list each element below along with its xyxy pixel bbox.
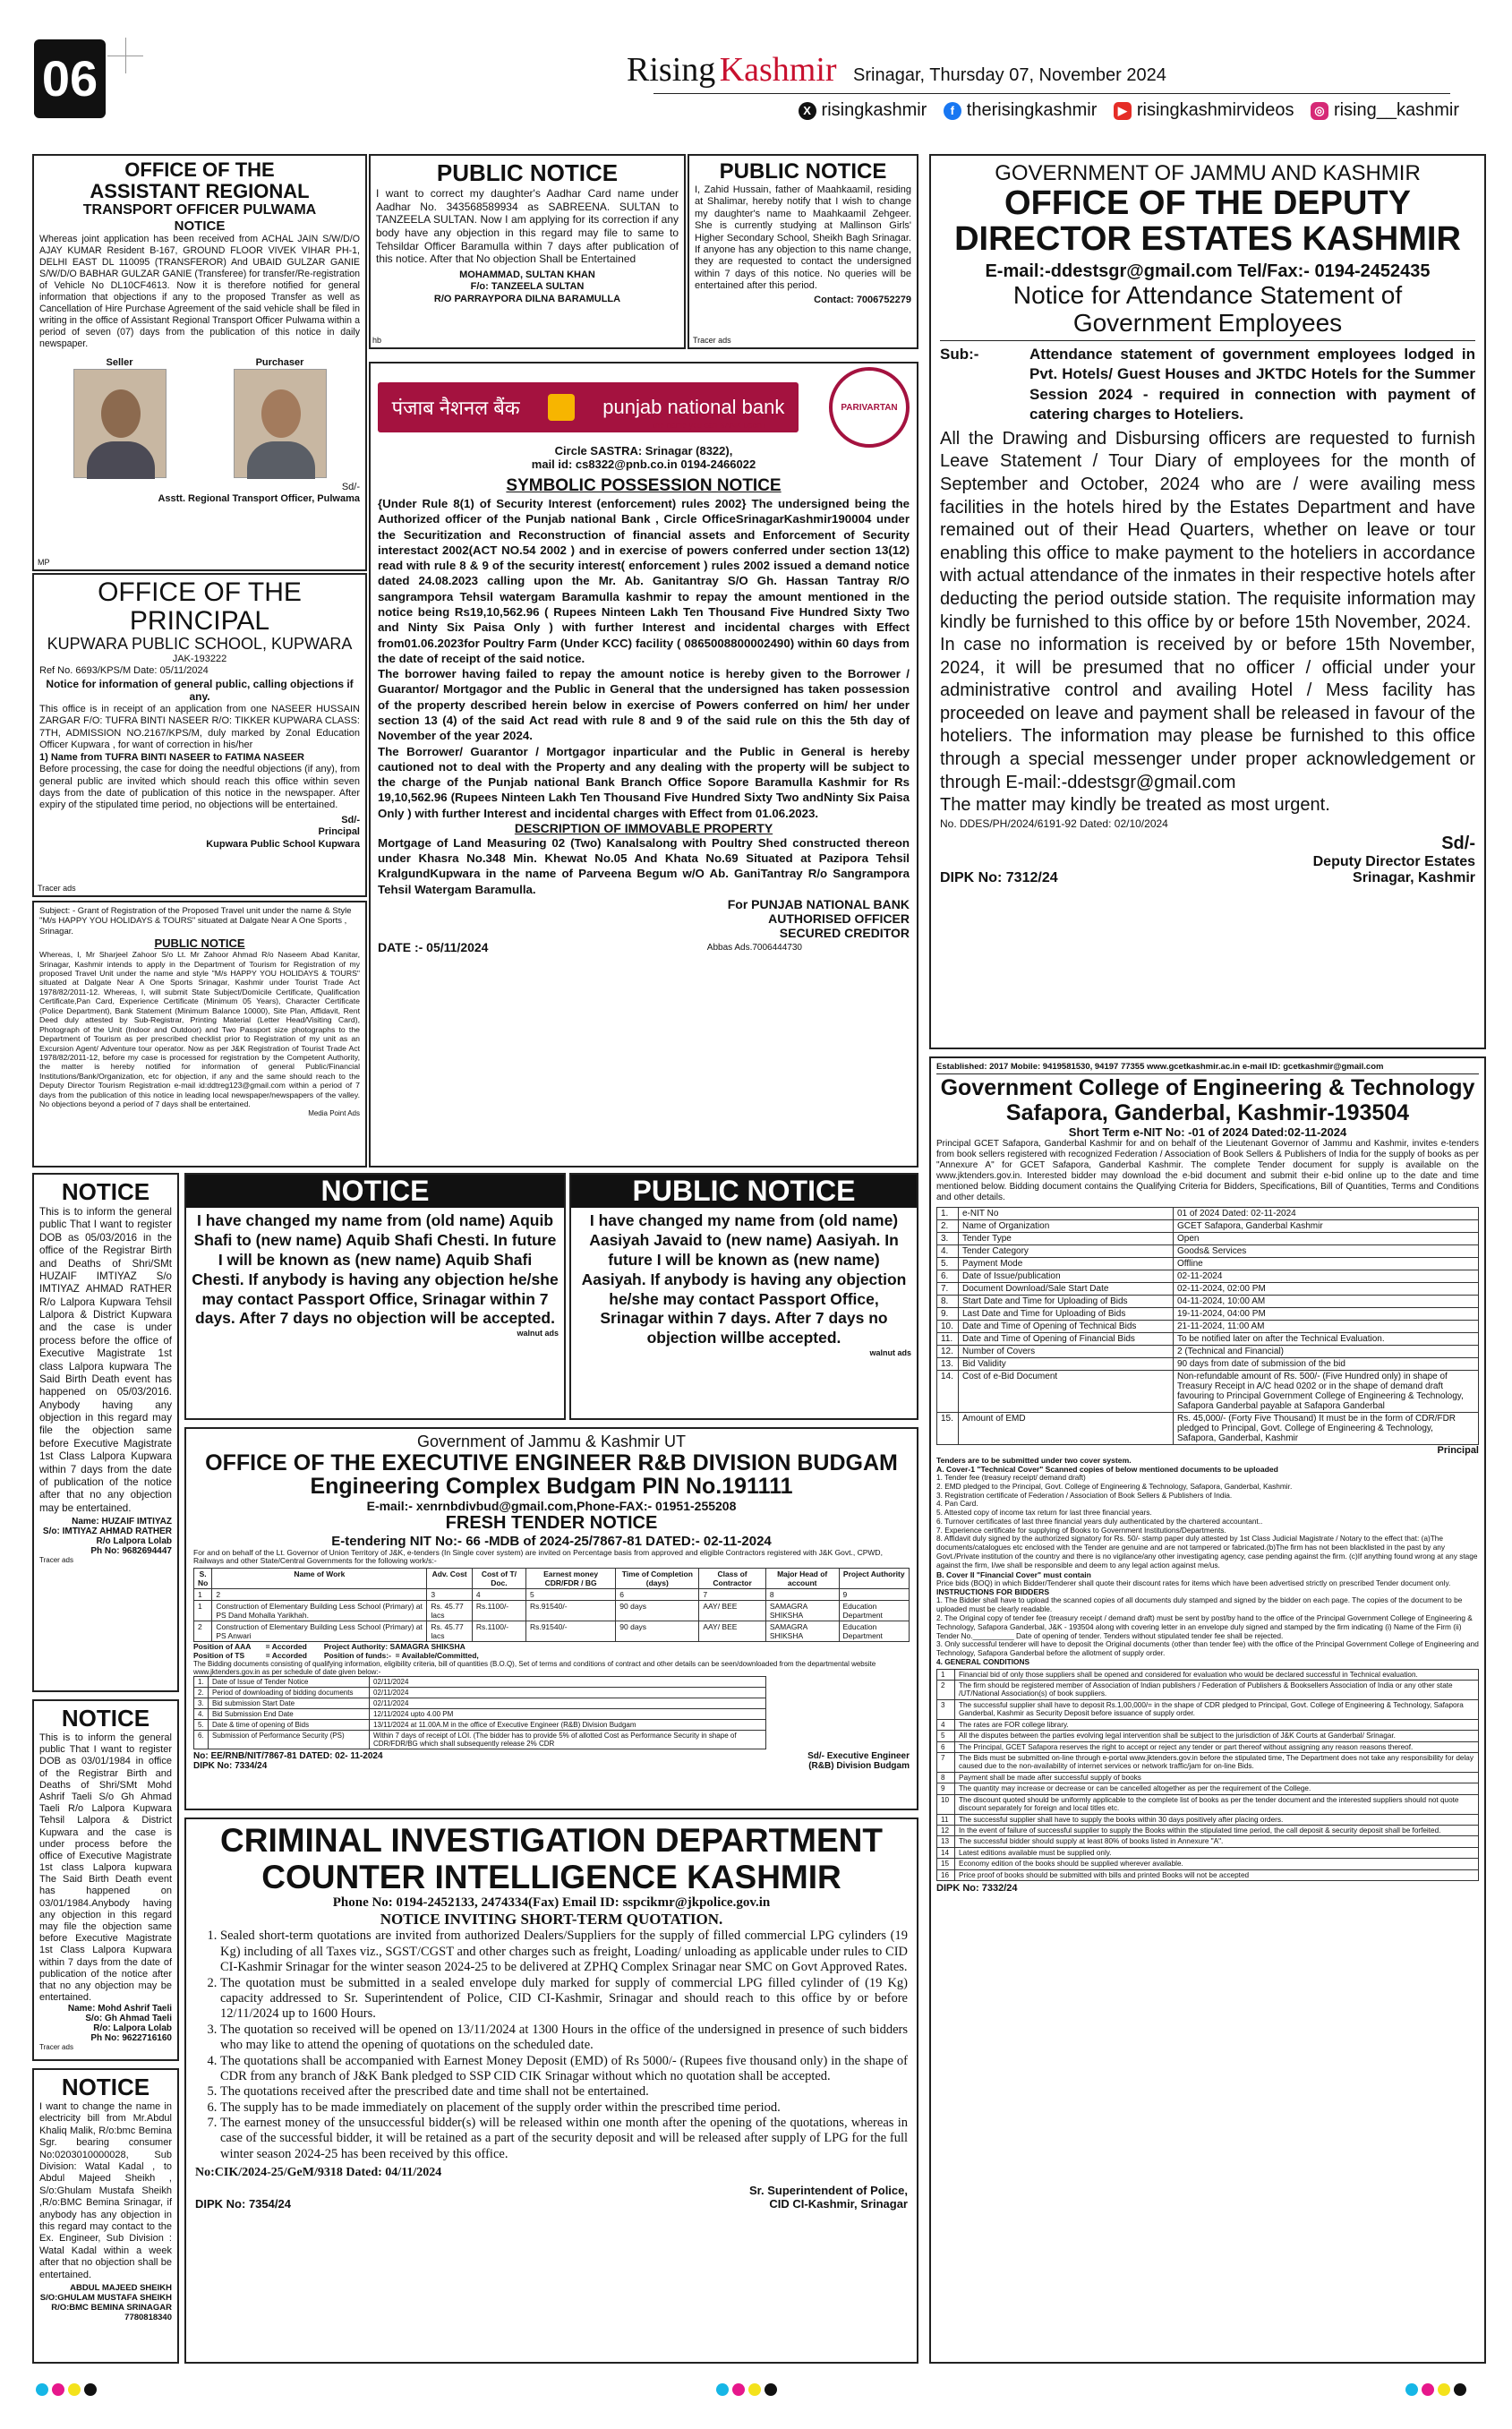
table-row: 1 Financial bid of only those suppliers shall be opened and considered for evaluation who would be declared successful in Technical evaluation. (937, 1669, 1479, 1680)
rto-notice (32, 154, 367, 571)
n1-tag: Tracer ads (39, 1556, 73, 1564)
n1-sign-3: R/o Lalpora Lolab (96, 1536, 172, 1546)
rnb-position-2: Position of TS = Accorded Position of funds:- = Available/Committed, (193, 1651, 479, 1661)
pnb-sign-3: SECURED CREDITOR (779, 926, 910, 941)
rnb-intro: For and on behalf of the Lt. Governor of Union Territory of J&K, e-tenders (In Single cover system) are invited on Percentage basis from approved and eligible Contractors registered with J&K Govt., CPWD, Railways and other State/Central Governments for the following work/s:- (193, 1547, 883, 1566)
social-x[interactable]: X risingkashmir (799, 100, 927, 121)
table-row: 14 Latest editions available must be supplied only. (937, 1847, 1479, 1858)
n1-sign-1: Name: HUZAIF IMTIYAZ (72, 1517, 172, 1527)
estates-contact: E-mail:-ddestsgr@gmail.com Tel/Fax:- 0194-2452435 (985, 261, 1431, 281)
n2-body: This is to inform the general public That I want to register DOB as 03/01/1984 in office of the Registrar Birth and Deaths of Shri/SMt Mohd Ashrif Taeli S/o Gh Ahmad Taeli R/o Lalpora Kupwara Tehsil Lalpora & District Kupwara and the case is under process before the office of Executive Magistrate 1st class Lalpora kupwara The Said Birth Death event has happened on 03/01/1984.Anybody having any objection in this regard may file the objection same before Executive Magistrate 1st Class Lalpora Kupwara within 7 days from the date of publication of the notice after that no any objection may be entertained. (39, 1732, 172, 2004)
rto-title-2: ASSISTANT REGIONAL (90, 180, 310, 203)
list-item: 4. The quotations shall be accompanied with Earnest Money Deposit (EMD) of Rs 5000/- (Rupees five thousand only) in the shape of CDR from any branch of J&K Bank pledged to SSP CID CIK Srinagar without which no quotation shall be accepted. (220, 2054, 908, 2085)
list-item: 2. The quotation must be submitted in a sealed envelope duly marked for supply of commercial LPG filled cylinder of (19 Kg) capacity addressed to Sr. Superintendent of Police, CID CI-Kashmir, Srinagar and should reach to this office by or before 12/11/2024 up to 1600 Hours. (220, 1976, 908, 2023)
table-row: 11. Date and Time of Opening of Financial Bids To be notified later on after the Technical Evaluation. (937, 1333, 1479, 1346)
n2-sign-1: Name: Mohd Ashrif Taeli (67, 2004, 172, 2014)
table-row: 5 All the disputes between the parties evolving legal intervention shall be subject to the jurisdiction of J&K Courts at Ganderbal/ Srinagar. (937, 1731, 1479, 1741)
page-number: 06 (34, 39, 106, 118)
gcet-h3: Short Term e-NIT No: -01 of 2024 Dated:02-11-2024 (1068, 1125, 1347, 1139)
n1-body: This is to inform the general public That I want to register DOB as 05/03/2016 in the office of the Registrar Birth and Deaths of Shri/SMt HUZAIF IMTIYAZ S/o IMTIYAZ AHMAD RATHER R/o Lalpora Kupwara Tehsil Lalpora & District Kupwara and the case is under process before the office of Executive Magistrate 1st class Lalpora kupwara The Said Birth Death event has happened on 05/03/2016. Anybody having any objection in this regard may file the objection same before Executive Magistrate 1st Class Lalpora Kupwara within 7 days from the date of publication of the notice after that no any objection may be entertained. (39, 1206, 172, 1514)
cid-h3: NOTICE INVITING SHORT-TERM QUOTATION. (380, 1911, 723, 1929)
estates-para-3: The matter may kindly be treated as most urgent. (940, 795, 1330, 816)
table-row: 6 The Principal, GCET Safapora reserves the right to accept or reject any tender or part thereof without assigning any reason reasons thereof. (937, 1741, 1479, 1752)
public-notice-name-change (688, 154, 918, 349)
gcet-dipk: DIPK No: 7332/24 (936, 1883, 1018, 1894)
estates-h4: Notice for Attendance Statement of (1012, 280, 1403, 309)
gcet-h2: Safapora, Ganderbal, Kashmir-193504 (1005, 1099, 1410, 1125)
pn1-body: I want to correct my daughter's Aadhar Card name under Aadhar No. 343568589934 as SABREENA. SULTAN to TANZEELA SULTAN. Now I am applying for its correction if any body have any objection in this regard may file to same to Tehsildar Officer Baramulla within 7 days after publication of this notice. After that No objection Shall be Entertained (376, 187, 679, 266)
gcet-cover-title: Tenders are to be submitted under two cover system. (936, 1456, 1132, 1465)
cid-h2: COUNTER INTELLIGENCE KASHMIR (261, 1858, 841, 1895)
social-instagram[interactable]: ◎ rising__kashmir (1311, 100, 1459, 121)
list-item: 5. The quotations received after the prescribed date and time shall not be entertained. (220, 2084, 908, 2100)
pnb-tagline: ...the name you can BANK upon ! (646, 421, 766, 430)
pnb-mail: mail id: cs8322@pnb.co.in 0194-2466022 (531, 458, 756, 471)
pn2-contact: Contact: 7006752279 (814, 294, 911, 305)
rto-title-3: TRANSPORT OFFICER PULWAMA (82, 202, 317, 218)
list-item: 4. GENERAL CONDITIONS (936, 1656, 1030, 1666)
rnb-colnum-row: 1 2 3 4 5 6 7 8 9 (194, 1589, 910, 1601)
estates-ref: No. DDES/PH/2024/6191-92 Dated: 02/10/2024 (940, 817, 1168, 830)
table-row: 16 Price proof of books should be submitted with bills and printed Books will not be accepted (937, 1869, 1479, 1880)
gcet-tender-notice (929, 1056, 1486, 2364)
rnb-tender-notice (184, 1427, 918, 1810)
cid-ref: No:CIK/2024-25/GeM/9318 Dated: 04/11/2024 (195, 2166, 442, 2180)
n3-body: I want to change the name in electricity bill from Mr.Abdul Khaliq Malik, R/o:bmc Bemina Sgr. bearing consumer No:0203010000028, Sub Division: Watal Kadal , to Abdul Majeed Sheikh , S/o:Ghulam Mustafa Sheikh ,R/o:BMC Bemina Srinagar, if anybody has any objection in this regard may contact to the Ex. Engineer, Sub Division : Watal Kadal within a week after that no objection shall be entertained. (39, 2101, 172, 2280)
cid-phone: Phone No: 0194-2452133, 2474334(Fax) Email ID: sspcikmr@jkpolice.gov.in (332, 1895, 771, 1911)
table-row: 3. Tender Type Open (937, 1233, 1479, 1245)
rto-body: Whereas joint application has been received from ACHAL JAIN S/W/D/O AJAY KUMAR Resident B-167, GROUND FLOOR VIVEK VIHAR PH-1, DELHI EAST DL 110095 (TRANSFEROR) And UBAID GULZAR GANIE S/W/D/O BABHAR GULZAR GANIE (Transferee) for transfer/Re-registration of Vehicle No DL10CF4613. Now it is therefore notified for general information that objections if any to the proposed Transfer as well as Cancellation of Hire Purchase Agreement of the said vehicle shall be filed in writing in the office of Assistant Regional Transport Officer Pulwama within a period of seven (07) days from the publication of this notice in daily newspaper. (39, 234, 360, 349)
pnb-notice (369, 362, 918, 1167)
cid-terms-list (195, 1929, 908, 2162)
rto-sd: Sd/- (341, 482, 360, 492)
gcet-cover-b: B. Cover II "Financial Cover" must contain (936, 1569, 1091, 1579)
pnb-para-3: The Borrower/ Guarantor / Mortgagor inparticular and the Public in General is hereby cautioned not to deal with the Property and any dealing with the property will be subject to the charge of the Punjab national Bank Branch Office Sopore Baramulla Kashmir for Rs 19,10,562.96 (Rupees Ninteen Lakh Ten Thousand Five Hundred Sixty Two andNinty Six Paisa Only ) with further Interest and incidental charges with Effect from 01.06.2023. (378, 744, 910, 820)
reg-mark (84, 2383, 97, 2396)
tour-subject: Subject: - Grant of Registration of the Proposed Travel unit under the name & Style "M/s HAPPY YOU HOLIDAYS & TOURS" situated at Dalgate Near A One Sports , Srinagar. (39, 906, 352, 937)
reg-mark (716, 2383, 729, 2396)
pnb-name-hindi: पंजाब नैशनल बैंक (391, 397, 520, 419)
public-notice-aadhar (369, 154, 686, 349)
gcet-cover-a-list (936, 1474, 1479, 1570)
gcet-top-line: Established: 2017 Mobile: 9419581530, 94197 77355 www.gcetkashmir.ac.in e-mail ID: gcetkashmir@gmail.com (936, 1062, 1384, 1072)
gcet-conditions-table (936, 1669, 1479, 1881)
estates-h2: OFFICE OF THE DEPUTY (1004, 184, 1411, 222)
principal-notice (32, 573, 367, 897)
list-item: 1. The Bidder shall have to upload the scanned copies of all documents duly stamped and signed by the bidder on each page. The copies of the document to be uploaded must be clearly readable. (936, 1595, 1463, 1614)
youtube-icon: ▶ (1114, 102, 1132, 120)
n2-sign-2: S/o: Gh Ahmad Taeli (85, 2014, 172, 2024)
rnb-header-row: S. No Name of Work Adv. Cost Cost of T/ Doc. Earnest money CDR/FDR / BG Time of Completion (days) Class of Contractor Major Head of account Project Authority (194, 1569, 910, 1589)
table-row: 12. Number of Covers 2 (Technical and Financial) (937, 1346, 1479, 1358)
cid-sign-1: Sr. Superintendent of Police, (749, 2184, 908, 2198)
nc2-title: PUBLIC NOTICE (571, 1175, 917, 1208)
pnb-name-english: punjab national bank (602, 396, 785, 418)
table-row: 9 The quantity may increase or decrease or can be cancelled altogether as per the requirement of the College. (937, 1783, 1479, 1794)
table-row: 2 The firm should be registered member of Association of Indian publishers / Federation of Publishers & Booksellers Association of India or any other state /UT/National Association(s) of book suppliers. (937, 1681, 1479, 1700)
table-row: 10. Date and Time of Opening of Technical Bids 21-11-2024, 11:00 AM (937, 1321, 1479, 1333)
pn2-tag: Tracer ads (693, 336, 731, 346)
purchaser-photo (234, 369, 327, 478)
reg-mark (36, 2383, 48, 2396)
rnb-h3: Engineering Complex Budgam PIN No.191111 (310, 1474, 793, 1500)
table-row: 4. Tender Category Goods& Services (937, 1245, 1479, 1258)
rnb-dipk: DIPK No: 7334/24 (193, 1761, 268, 1772)
tour-body: Whereas, I, Mr Sharjeel Zahoor S/o Lt. Mr Zahoor Ahmad R/o Naseem Abad Kanitar, Srinagar, Kashmir intends to apply in the Department of Tourism for Registration of my proposed Travel Unit under the name and style "M/s HAPPY YOU HOLIDAYS & TOURS" situated at Dalgate Near A One Sports Srinagar, Kashmir under Tourist Trade Act 1978/82/2011-12. Whereas, I, will submit State Subject/Domicile Certificate, Qualification Certificate,Pan Card, Experience Certificate (Minimum 05 Years), Character Certificate (Police Department), Bank Statement (Minimum Balance 10000), Site Plan, Affidavit, Rent Deed duly attested by Sub-Registrar, Printing Material (Letter Head/Visiting Card), Photograph of the Unit (Indoor and Outdoor) and Two Passport size photographs to the Department of Tourism as per prescribed checklist prior to Registration of my unit as an Excursion Agent/ Adventure tour operator. Now as per J&K Registration of Tourist Trade Act 1978/82/2011-12, before my case is processed for registration by the Competent Authority, the matter is hereby notified for information of general Public/Financial Institutions/Bank/Organization, etc for objection, if any and the same should reach to the Deputy Director Tourism Registration e-mail id:ddtreg123@gmail.com within a period of 7 days from the publication of this notice in leading local newspaper/newspapers of the valley. No objections beyond a period of 7 days shall be entertained. (39, 950, 360, 1109)
nc2-body: I have changed my name from (old name) Aasiyah Javaid to (new name) Aasiyah. In future I will be known as (new name) Aasiyah. If anybody is having any objection he/she may contact Passport Office, Srinagar within 7 days. After 7 days no objection willbe accepted. (581, 1211, 907, 1347)
n1-sign-4: Ph No: 9682694447 (90, 1546, 172, 1556)
principal-sd: Sd/- (341, 814, 360, 825)
table-row: 13. Bid Validity 90 days from date of submission of the bid (937, 1358, 1479, 1371)
estates-subject: Attendance statement of government employees lodged in Pvt. Hotels/ Guest Houses and JKTDC Hotels for the Summer Session 2024 - required in connection with payment of catering charges to Hoteliers. (1029, 346, 1475, 423)
table-row: 11 The successful supplier shall have to supply the books within 30 days positively after placing orders. (937, 1814, 1479, 1825)
gcet-principal: Principal (1437, 1445, 1479, 1456)
table-row: 10 The discount quoted should be uniformly applicable to the complete list of books as per the tender document and the interested suppliers should not quote discount separately for foreign and local titles etc. (937, 1794, 1479, 1814)
estates-para-1: All the Drawing and Disbursing officers are requested to furnish Leave Statement / Tour Diary of employees for the month of September and October, 2024 who are / were availing mess facilities in the hotels hired by the Estates Department and have remained out of their Head Quarters, whether on leave or tour enabling this office to make payment to the hoteliers in accordance with actual attendance of the inmates in their respective hotels after deducting the period outside station. The requisite information may kindly be furnished to this office by or before 15th November, 2024. (940, 428, 1475, 632)
cid-notice (184, 1817, 918, 2364)
cid-sign-2: CID CI-Kashmir, Srinagar (769, 2197, 908, 2211)
pn1-sign-1: MOHAMMAD, SULTAN KHAN (459, 269, 595, 280)
brand-rising: Rising (627, 51, 716, 89)
rnb-h2: OFFICE OF THE EXECUTIVE ENGINEER R&B DIVISION BUDGAM (205, 1450, 898, 1475)
pnb-sign-1: For PUNJAB NATIONAL BANK (727, 897, 910, 912)
rto-title-4: NOTICE (174, 218, 226, 235)
principal-tag: Tracer ads (38, 884, 76, 894)
name-change-aasiyah (569, 1173, 918, 1420)
pnb-para-1: {Under Rule 8(1) of Security Interest (enforcement) rules 2002} The undersigned being the Authorized officer of the Punjab national Bank , Circle OfficeSrinagarKashmir190004 under the Securitization and Reconstruction of financial assets and Enforcement of Security interestact 2002(ACT NO.54 2002 ) and in exercise of powers conferred under section 13(12) read with rule 8 & 9 of the security interest( enforcement ) rules 2002 issued a demand notice dated 24.08.2023 calling upon the Mr. Ab. Ganitantray S/O Gh. Hassan Tantray R/O sangrampora Tehsil watergam Baramulla kashmir to repay the amount mentioned in the notice being Rs19,10,562.96 ( Rupees Ninteen Lakh Ten Thousand Five Hundred Sixty Two and Ninty Six Paisa Only ) with further Interest and incidental charges with Effect from01.06.2023for Poultry Farm (Under KCC) facility ( 0865008800002490) within 60 days from the date of receipt of the said notice. (378, 497, 910, 665)
rnb-sign-2: (R&B) Division Budgam (808, 1761, 910, 1772)
nc1-tag: walnut ads (517, 1329, 559, 1339)
estates-h1: GOVERNMENT OF JAMMU AND KASHMIR (995, 161, 1421, 185)
estates-sign-2: Srinagar, Kashmir (1353, 869, 1475, 885)
principal-sign-1: Principal (318, 826, 360, 838)
gcet-instructions-title: INSTRUCTIONS FOR BIDDERS (936, 1587, 1050, 1597)
cid-dipk: DIPK No: 7354/24 (195, 2197, 291, 2211)
estates-sub-label: Sub:- (940, 346, 979, 363)
reg-mark (1454, 2383, 1466, 2396)
list-item: 1. Sealed short-term quotations are invited from authorized Dealers/Suppliers for the supply of filled commercial LPG cylinders (19 Kg) including of all Taxes viz., SGST/CGST and other charges such as freight, Loading/ unloading as applicable under rules to CID CI-Kashmir Srinagar for the winter season 2024-25 to be delivered at ZPHQ Complex Srinagar near SMC on Govt Approved Rates. (220, 1929, 908, 1975)
pn1-sign-2: F/o: TANZEELA SULTAN (470, 281, 585, 293)
estates-para-2: In case no information is received by or before 15th November, 2024, it will be presumed that no officer / official under your administrative control and availing Hotel / Mess facility has proceeded on leave and payment shall be released in favour of the hoteliers. The information may please be furnished to this office through a special messenger under proper acknowledgement or through E-mail:-ddestsgr@gmail.com (940, 635, 1475, 792)
principal-ref: Ref No. 6693/KPS/M Date: 05/11/2024 (39, 665, 209, 677)
pnb-logo-icon (548, 394, 575, 421)
pn2-title: PUBLIC NOTICE (719, 159, 887, 184)
estates-notice (929, 154, 1486, 1049)
pnb-para-2: The borrower having failed to repay the amount notice is hereby given to the Borrower / Guarantor/ Mortgagor and the Public in General that the undersigned has taken possession of the property described herein below in exercise of Powers conferred on him/ her under section 13 (4) of the said Act read with rule 8 and 9 of the said rule on this the 5th day of November of the year 2024. (378, 667, 910, 743)
estates-dipk: DIPK No: 7312/24 (940, 869, 1058, 885)
pn1-title: PUBLIC NOTICE (436, 159, 619, 186)
instagram-icon: ◎ (1311, 102, 1328, 120)
social-facebook[interactable]: f therisingkashmir (944, 100, 1098, 121)
facebook-icon: f (944, 102, 961, 120)
list-item: 3. Only successful tenderer will have to deposit the Original documents (other than tender fee) with the office of the Principal Government College of Engineering and Technology, Safapora Ganderbal before the allotment of supply order. (936, 1639, 1479, 1658)
estates-h3: DIRECTOR ESTATES KASHMIR (954, 219, 1461, 258)
estates-h5: Government Employees (1072, 308, 1343, 337)
rnb-dates-table (193, 1676, 766, 1749)
principal-body-3: Before processing, the case for doing the needful objections (if any), from general public are invited which should reach this office within seven days from the date of publication of this notice in the newspaper. After expiry of the stipulated time period, no objections will be entertained. (39, 764, 360, 811)
rnb-sign-1: Sd/- Executive Engineer (807, 1751, 910, 1762)
table-row: 2. Period of downloading of bidding documents 02/11/2024 (194, 1688, 766, 1698)
table-row: 6. Date of Issue/publication 02-11-2024 (937, 1270, 1479, 1283)
table-row: 2. Name of Organization GCET Safapora, Ganderbal Kashmir (937, 1220, 1479, 1233)
list-item: 1. Tender fee (treasury receipt/ demand draft) (936, 1473, 1086, 1482)
rnb-email: E-mail:- xenrnbdivbud@gmail.com,Phone-FAX:- 01951-255208 (366, 1498, 737, 1513)
reg-mark (1405, 2383, 1418, 2396)
name-change-aquib (184, 1173, 566, 1420)
reg-mark (732, 2383, 745, 2396)
list-item: 8. Affidavit duly signed by the authorized signatory for Rs. 50/- stamp paper duly attested by 1st Class Judicial Magistrate / Notary to the effect that: (a)The documents/catalogues etc enclosed with the Tender are genuine and are not tampered or fabricated.(b)The firm has not been blacklisted in the past by any Govt./Private institution of the country and there is no vigilance/any other investigating agency, case pending against the firm. (c)If anything found wrong at any stage against the firm, I/we shall be responsible and deem to any legal action against me/us. (936, 1534, 1478, 1569)
parivartan-seal: PARIVARTAN (829, 367, 910, 448)
pnb-circle: Circle SASTRA: Srinagar (8322), (554, 444, 733, 458)
gcet-cover-b-text: Price bids (BOQ) in which Bidder/Tenderer shall quote their discount rates for items which have been advertised strictly on prescribed Tender document only. (936, 1578, 1451, 1587)
table-row: 1. Date of Issue of Tender Notice 02/11/2024 (194, 1677, 766, 1688)
table-row: 8 Payment shall be made after successful supply of books (937, 1772, 1479, 1783)
principal-h1: OFFICE OF THE PRINCIPAL (98, 577, 302, 636)
table-row: 12 In the event of failure of successful supplier to supply the Books within the stipulated time period, the call deposit & security deposit shall be forfeited. (937, 1825, 1479, 1835)
reg-mark (68, 2383, 81, 2396)
principal-h3: JAK-193222 (172, 654, 227, 664)
reg-mark (52, 2383, 64, 2396)
gcet-intro: Principal GCET Safapora, Ganderbal Kashmir for and on behalf of the Lieutenant Governor of Jammu and Kashmir, invites e-tenders from book sellers registered with recognized Federation / Association of Book Sellers & Publishers of India for the supply of books as per "Annexure A" for GCET Safapora, Ganderbal Kashmir. The complete Tender document for supply is available on the www.jktenders.gov.in. Interested bidder may download the e-bid document and submit their e-bid online up to the date and time mentioned below. Bidding document contains the Qualifying Criteria for Bidders, Specifications, Bill of Quantities, Terms and Conditions and other details. (936, 1139, 1479, 1202)
table-row: 9. Last Date and Time for Uploading of Bids 19-11-2024, 04:00 PM (937, 1308, 1479, 1321)
rnb-position-1: Position of AAA = Accorded Project Authority: SAMAGRA SHIKSHA (193, 1642, 466, 1652)
list-item: 7. Experience certificate for supplying of Books to Government Institutions/Departments. (936, 1525, 1226, 1535)
nc2-tag: walnut ads (869, 1348, 911, 1358)
pnb-tag: Abbas Ads.7006444730 (706, 942, 802, 953)
pnb-sign-2: AUTHORISED OFFICER (768, 911, 910, 927)
pnb-date: DATE :- 05/11/2024 (378, 940, 489, 955)
principal-h2: KUPWARA PUBLIC SCHOOL, KUPWARA (47, 635, 353, 653)
estates-sd: Sd/- (1441, 833, 1475, 853)
n1-sign-2: S/o: IMTIYAZ AHMAD RATHER (42, 1527, 172, 1536)
table-row: 7. Document Download/Sale Start Date 02-11-2024, 02:00 PM (937, 1283, 1479, 1296)
n3-sign-4: 7780818340 (124, 2313, 172, 2323)
pnb-desc-title: DESCRIPTION OF IMMOVABLE PROPERTY (514, 820, 773, 835)
n2-sign-4: Ph No: 9622716160 (90, 2033, 172, 2044)
list-item: 2. The Original copy of tender fee (treasury receipt / demand draft) must be sent by post/by hand to the office of the Principal Government College of Engineering & Technology, Safapora Ganderbal, J&K - 193504 along with covering letter in an envelope duly signed and stamped by the firm indicating (i) Name of the Firm (ii) Tender No.__________ Date of opening of tender. Tenders without stipulated tender fee shall be rejected. (936, 1612, 1473, 1640)
nc1-body: I have changed my name from (old name) Aquib Shafi to (new name) Aquib Shafi Chesti. In future I will be known as (new name) Aquib Shafi Chesti. If anybody is having any objection he/she may contact Passport Office, Srinagar within 7 days. After 7 days no objection will be accepted. (192, 1211, 559, 1328)
list-item: 6. The supply has to be made immediately on placement of the supply order within the prescribed time period. (220, 2100, 908, 2116)
table-row: 2 Construction of Elementary Building Less School (Primary) at PS Anwari Rs. 45.77 lacs Rs.1100/- Rs.91540/- 90 days AAY/ BEE SAMAGRA SHIKSHA Education Department (194, 1621, 910, 1642)
estates-sign-1: Deputy Director Estates (1312, 853, 1475, 869)
seller-label: Seller (106, 356, 133, 368)
dob-notice-huzaif (32, 1173, 179, 1692)
n3-sign-1: ABDUL MAJEED SHEIKH (70, 2283, 172, 2294)
dob-notice-ashrif (32, 1699, 179, 2061)
list-item: 2. EMD pledged to the Principal, Govt. College of Engineering & Technology, Safapora, Ganderbal, Kashmir. (936, 1481, 1293, 1491)
masthead-rule (653, 93, 1450, 94)
electricity-notice (32, 2068, 179, 2364)
n3-sign-2: S/O:GHULAM MUSTAFA SHEIKH (39, 2293, 172, 2304)
table-row: 8. Start Date and Time for Uploading of Bids 04-11-2024, 10:00 AM (937, 1296, 1479, 1308)
social-youtube[interactable]: ▶ risingkashmirvideos (1114, 100, 1294, 121)
rnb-bid-text: The Bidding documents consisting of qualifying information, eligibility criteria, bill of quantities (B.O.Q), Set of terms and conditions of contract and other details can be seen/downloaded from the departmental website www.jktenders.gov.in as per schedule of date given below:- (193, 1660, 876, 1677)
rnb-h1: Government of Jammu & Kashmir UT (416, 1433, 687, 1450)
pn1-sign-3: R/O PARRAYPORA DILNA BARAMULLA (433, 293, 621, 304)
table-row: 4. Bid Submission End Date 12/11/2024 upto 4.00 PM (194, 1709, 766, 1720)
table-row: 5. Payment Mode Offline (937, 1258, 1479, 1270)
table-row: 4 The rates are FOR college library. (937, 1719, 1479, 1730)
pn2-body: I, Zahid Hussain, father of Maahkaamil, residing at Shalimar, hereby notify that I wish to change my daughter's name to Maahkaamil Zehgeer. She is currently studying at Mallinson Girls' Higher Secondary School, Sheikh Bagh Srinagar. If anyone has any objection to this name change, they are requested to contact the undersigned within 7 days of this notice. No queries will be entertained after this period. (695, 184, 911, 292)
n2-title: NOTICE (61, 1705, 150, 1732)
purchaser-label: Purchaser (255, 356, 304, 368)
list-item: 6. Turnover certificates of last three financial years duly authenticated by the chartered accountant.. (936, 1516, 1263, 1526)
gcet-instructions-list (936, 1596, 1479, 1666)
masthead (627, 50, 1450, 91)
rnb-h4: FRESH TENDER NOTICE (445, 1512, 658, 1533)
rto-signatory: Asstt. Regional Transport Officer, Pulwama (158, 493, 360, 505)
reg-mark (765, 2383, 777, 2396)
principal-body-2: 1) Name from TUFRA BINTI NASEER to FATIMA NASEER (39, 751, 304, 763)
list-item: 7. The earnest money of the unsuccessful bidder(s) will be released within one month after the opening of the quotations, whereas in case of the successful bidder, it will be retained as a part of the security deposit and will be released after supply of LPG for the full winter season 2024-25 has been received by this office. (220, 2116, 908, 2162)
crop-mark (107, 38, 143, 73)
table-row: 5. Date & time of opening of Bids 13/11/2024 at 11.00A.M in the office of Executive Engineer (R&B) Division Budgam (194, 1720, 766, 1731)
rnb-works-table (193, 1568, 910, 1642)
tour-tag: Media Point Ads (308, 1108, 360, 1117)
x-icon: X (799, 102, 816, 120)
brand-kashmir: Kashmir (719, 51, 837, 89)
seller-photo (73, 369, 167, 478)
principal-sign-2: Kupwara Public School Kupwara (206, 838, 360, 850)
principal-body: This office is in receipt of an application from one NASEER HUSSAIN ZARGAR F/O: TUFRA BINTI NASEER R/O: TIKKER KUPWARA CLASS: 7TH, ADMISSION NO.2167/KPS/M, duly marked by Zonal Education Officer Kupwara , for want of correction in his/her (39, 704, 360, 751)
tour-title: PUBLIC NOTICE (154, 937, 245, 951)
rnb-ref: No: EE/RNB/NIT/7867-81 DATED: 02- 11-2024 (193, 1751, 383, 1762)
reg-mark (1438, 2383, 1450, 2396)
table-row: 1 Construction of Elementary Building Less School (Primary) at PS Dand Mohalla Yarikhah. Rs. 45.77 lacs Rs.1100/- Rs.91540/- 90 days AAY/ BEE SAMAGRA SHIKSHA Education Department (194, 1601, 910, 1621)
gcet-schedule-table (936, 1207, 1479, 1445)
pnb-title: SYMBOLIC POSSESSION NOTICE (506, 476, 782, 495)
list-item: 5. Attested copy of income tax return for last three financial years. (936, 1508, 1152, 1518)
n2-sign-3: R/o: Lalpora Lolab (93, 2023, 172, 2034)
dateline: Srinagar, Thursday 07, November 2024 (853, 65, 1166, 85)
n3-sign-3: R/O:BMC BEMINA SRINAGAR (51, 2303, 172, 2314)
social-bar (519, 100, 1459, 127)
nc1-title: NOTICE (186, 1175, 564, 1208)
pnb-desc: Mortgage of Land Measuring 02 (Two) Kanalsalong with Poultry Shed constructed thereon under Khasra No.348 Min. Khewat No.05 And Khata No.69 Situated at Pazipora Tehsil KralgundKupwara in the name of Parveena Begum w/O Ab. GaniTantray R/o Sangrampora Tehsil Watergam Baramulla. (378, 835, 910, 896)
table-row: 6. Submission of Performance Security (PS) Within 7 days of receipt of LOI. (The bidder has to provide 5% of allotted Cost as Performance Security in shape of CDR/FDR/BG which shall subsequently release 2% CDR (194, 1731, 766, 1749)
cid-h1: CRIMINAL INVESTIGATION DEPARTMENT (220, 1822, 883, 1859)
principal-h4: Notice for information of general public, calling objections if any. (46, 677, 354, 704)
table-row: 13 The successful bidder should supply at least 80% of books listed in Annexure "A". (937, 1836, 1479, 1847)
gcet-h1: Government College of Engineering & Technology (940, 1075, 1475, 1100)
table-row: 7 The Bids must be submitted on-line through e-portal www.jktenders.gov.in before the stipulated time, The Department does not take any responsibility for delay caused due to the non-availability of internet services or network traffic/jam for on-line Bids. (937, 1753, 1479, 1773)
table-row: 14. Cost of e-Bid Document Non-refundable amount of Rs. 500/- (Five Hundred only) in shape of Treasury Receipt in A/C head 0202 or in the shape of demand draft favouring to Principal Government College of Engineering & Technology, Safapora Ganderbal payable at Safapora Ganderbal (937, 1371, 1479, 1413)
n3-title: NOTICE (61, 2074, 150, 2100)
gcet-cover-a: A. Cover-1 "Technical Cover" Scanned copies of below mentioned documents to be uploaded (936, 1465, 1278, 1474)
list-item: 4. Pan Card. (936, 1499, 978, 1509)
tourism-notice (32, 901, 367, 1167)
n1-title: NOTICE (61, 1178, 150, 1205)
table-row: 3 The successful supplier shall have to deposit Rs.1,00,000/= in the shape of CDR pledged to Principal, Govt. College of Engineering & Technology, Safapora Ganderbal, Kashmir as Security Deposit before issuance of supply order. (937, 1699, 1479, 1719)
list-item: 3. Registration certificate of Federation / Association of Book Sellers & Publishers of India. (936, 1490, 1233, 1500)
reg-mark (1422, 2383, 1434, 2396)
pn1-tag: hb (372, 336, 382, 346)
rto-title-1: OFFICE OF THE (124, 158, 275, 181)
table-row: 1. e-NIT No 01 of 2024 Dated: 02-11-2024 (937, 1208, 1479, 1220)
rnb-nit: E-tendering NIT No:- 66 -MDB of 2024-25/7867-81 DATED:- 02-11-2024 (331, 1533, 772, 1549)
table-row: 15 Economy edition of the books should be supplied wherever available. (937, 1859, 1479, 1869)
list-item: 3. The quotation so received will be opened on 13/11/2024 at 1300 Hours in the office of the undersigned in presence of such bidders who may like to attend the opening of quotations on the scheduled date. (220, 2023, 908, 2054)
table-row: 3. Bid submission Start Date 02/11/2024 (194, 1698, 766, 1709)
n2-tag: Tracer ads (39, 2043, 73, 2052)
rto-tag: MP (38, 558, 50, 568)
table-row: 15. Amount of EMD Rs. 45,000/- (Forty Five Thousand) It must be in the form of CDR/FDR pledged to Principal, Govt. College of Engineering & Technology, Safapora, Ganderbal, Kashmir (937, 1413, 1479, 1445)
reg-mark (748, 2383, 761, 2396)
print-registration-strip (36, 2383, 1468, 2401)
